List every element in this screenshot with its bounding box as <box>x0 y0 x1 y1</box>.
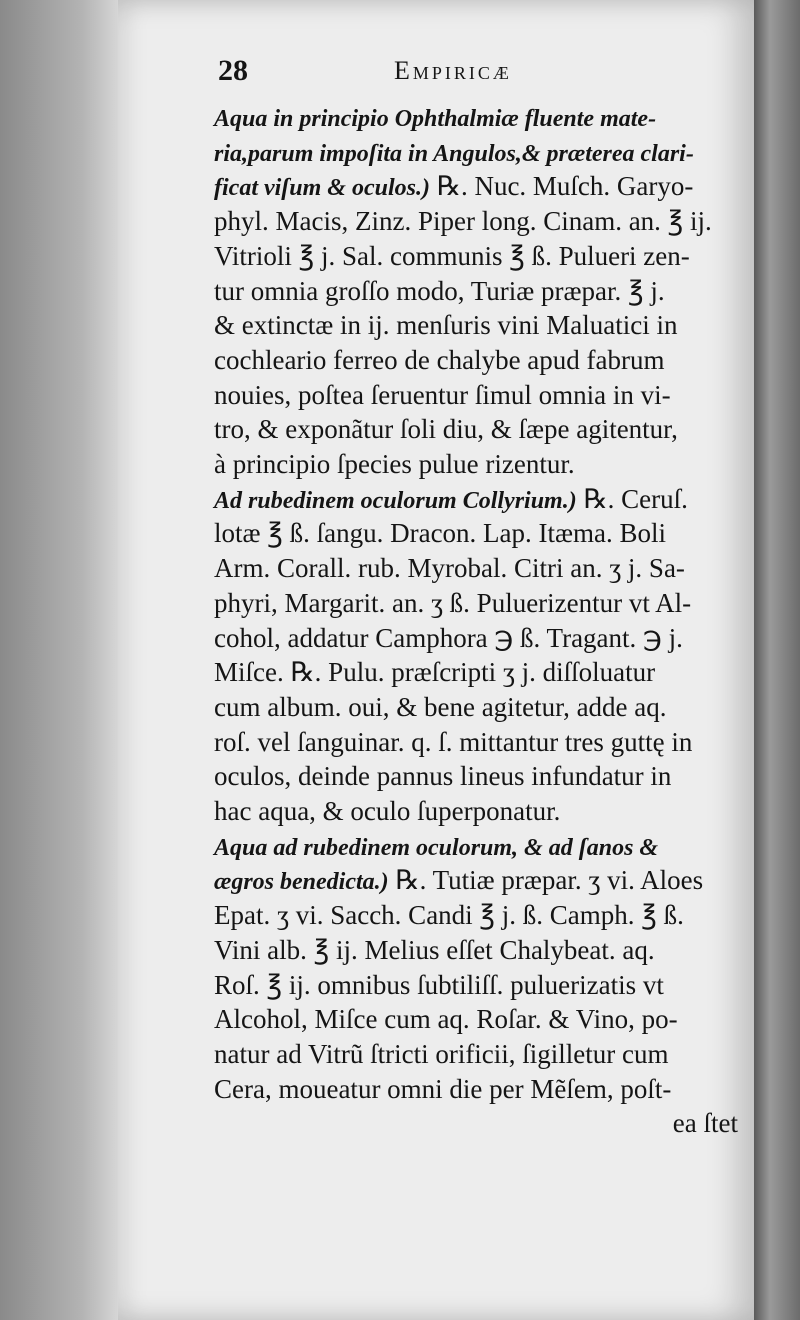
text-line <box>214 412 678 446</box>
italic-heading-text: Ad rubedinem oculorum Collyrium.) <box>214 487 577 514</box>
roman-text: cohol, addatur Camphora ℈ ß. Tragant. ℈ j. <box>214 622 683 653</box>
text-line <box>214 135 694 171</box>
text-line <box>214 1072 671 1106</box>
roman-text: cochleario ferreo de chalybe apud fabrum <box>214 344 665 375</box>
roman-text: Epat. ʒ vi. Sacch. Candi ℥ j. ß. Camph. ℥ ß. <box>214 900 684 931</box>
italic-heading-text: ægros benedicta.) <box>214 869 389 896</box>
roman-text: Arm. Corall. rub. Myrobal. Citri an. ʒ j. Sa- <box>214 553 685 584</box>
text-line <box>214 378 671 412</box>
page-number: 28 <box>218 54 248 87</box>
roman-text: hac aqua, & oculo ſuperponatur. <box>214 796 561 826</box>
text-line <box>214 794 560 828</box>
italic-heading-text: Aqua ad rubedinem oculorum, & ad ſanos & <box>214 834 659 861</box>
left-scan-margin <box>0 0 118 1320</box>
text-line <box>214 690 667 724</box>
italic-heading-text: ria,parum impoſita in Angulos,& præterea clari- <box>214 140 694 167</box>
text-line <box>214 239 690 273</box>
roman-text: phyl. Macis, Zinz. Piper long. Cinam. an. ℥ ij. <box>214 206 712 237</box>
roman-text: Alcohol, Miſce cum aq. Roſar. & Vino, po- <box>214 1004 678 1035</box>
roman-text: ℞. Tutiæ præpar. ʒ vi. Aloes <box>388 865 704 896</box>
roman-text: à principio ſpecies pulue rizentur. <box>214 449 575 479</box>
text-line <box>214 274 665 308</box>
roman-text: roſ. vel ſanguinar. q. ſ. mittantur tres guttę in <box>214 726 693 757</box>
roman-text: Cera, moueatur omni die per Mẽſem, poſt- <box>214 1073 672 1104</box>
page-header <box>214 48 746 98</box>
roman-text: lotæ ℥ ß. ſangu. Dracon. Lap. Itæma. Boli <box>214 518 667 549</box>
roman-text: nouies, poſtea ſeruentur ſimul omnia in vi- <box>214 379 671 410</box>
roman-text: natur ad Vitrũ ſtricti orificii, ſigilletur cum <box>214 1038 669 1069</box>
roman-text: Roſ. ℥ ij. omnibus ſubtiliſſ. puluerizatis vt <box>214 969 664 1000</box>
right-page-edge <box>754 0 800 1320</box>
text-line <box>214 516 666 550</box>
roman-text: ℞. Ceruſ. <box>576 483 688 514</box>
text-line <box>214 343 665 377</box>
text-line <box>214 863 703 899</box>
text-line <box>214 551 685 585</box>
text-line <box>214 100 656 136</box>
text-line <box>214 204 712 238</box>
text-line <box>214 1002 678 1036</box>
roman-text: & extinctæ in ij. menſuris vini Maluatici in <box>214 310 678 341</box>
roman-text: oculos, deinde pannus lineus infundatur in <box>214 761 672 792</box>
text-line <box>214 655 655 689</box>
running-title: Empiricæ <box>394 56 512 85</box>
text-line <box>214 933 655 967</box>
roman-text: phyri, Margarit. an. ʒ ß. Puluerizentur vt Al- <box>214 587 692 618</box>
text-line <box>214 447 575 481</box>
text-line <box>214 1037 669 1071</box>
roman-text: Vitrioli ℥ j. Sal. communis ℥ ß. Pulueri zen- <box>214 240 690 271</box>
text-line <box>214 621 683 655</box>
text-line <box>214 968 664 1002</box>
roman-text: Vini alb. ℥ ij. Melius eſſet Chalybeat. aq. <box>214 934 655 965</box>
roman-text: tro, & exponãtur ſoli diu, & ſæpe agitentur, <box>214 414 678 445</box>
roman-text: ℞. Nuc. Muſch. Garyo- <box>429 171 694 202</box>
text-line <box>214 898 684 932</box>
text-line <box>214 586 691 620</box>
italic-heading-text: Aqua in principio Ophthalmiæ fluente mate- <box>214 106 657 132</box>
catchword: ea ſtet <box>672 1108 738 1139</box>
page-text <box>214 48 746 1139</box>
text-line <box>214 725 692 759</box>
italic-heading-text: ficat viſum & oculos.) <box>214 175 430 202</box>
roman-text: Miſce. ℞. Pulu. præſcripti ʒ j. diſſoluatur <box>214 657 656 688</box>
roman-text: tur omnia groſſo modo, Turiæ præpar. ℥ j. <box>214 275 665 306</box>
text-line <box>214 759 671 793</box>
text-line <box>214 308 677 342</box>
roman-text: cum album. oui, & bene agitetur, adde aq. <box>214 691 667 722</box>
text-line <box>214 482 688 518</box>
text-line <box>214 829 658 865</box>
text-line <box>214 169 693 205</box>
